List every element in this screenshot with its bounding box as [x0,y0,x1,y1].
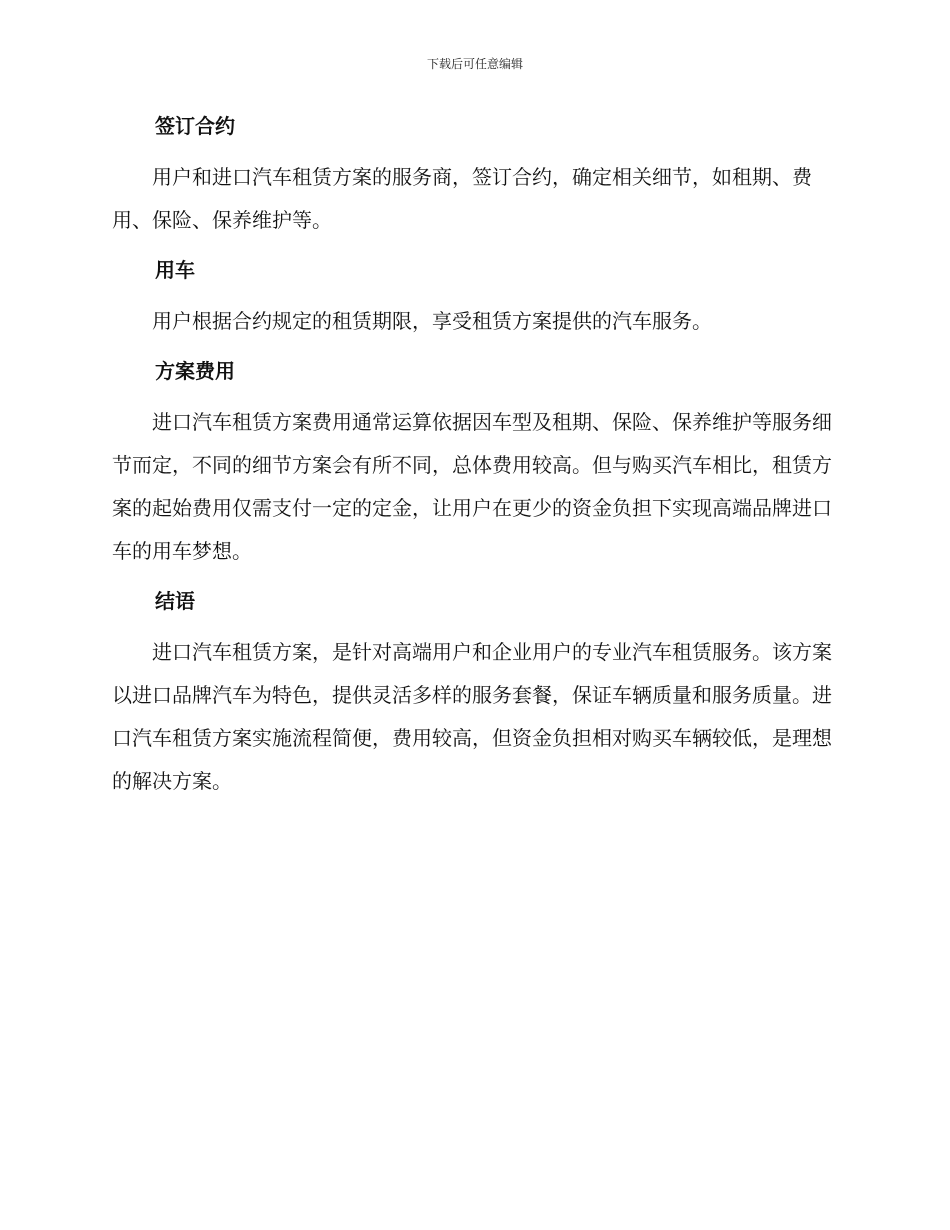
section-heading-plan-cost: 方案费用 [155,359,235,383]
section-heading-conclusion: 结语 [155,589,195,613]
section-heading-use-car: 用车 [155,258,195,282]
section-paragraph-use-car: 用户根据合约规定的租赁期限，享受租赁方案提供的汽车服务。 [152,309,712,333]
section-paragraph-plan-cost: 进口汽车租赁方案费用通常运算依据因车型及租期、保险、保养维护等服务细节而定，不同的细节方案会有所不同，总体费用较高。但与购买汽车相比，租赁方案的起始费用仅需支付一定的定金，让用户在更少的资金负担下实现高端品牌进口车的用车梦想。 [112,410,832,563]
document-content [112,108,832,803]
section-heading-sign-contract: 签订合约 [155,114,235,138]
section-paragraph-sign-contract: 用户和进口汽车租赁方案的服务商，签订合约，确定相关细节，如租期、费用、保险、保养维护等。 [112,165,812,232]
section-paragraph-conclusion: 进口汽车租赁方案，是针对高端用户和企业用户的专业汽车租赁服务。该方案以进口品牌汽车为特色，提供灵活多样的服务套餐，保证车辆质量和服务质量。进口汽车租赁方案实施流程简便，费用较高，但资金负担相对购买车辆较低，是理想的解决方案。 [112,640,832,793]
page-header: 下载后可任意编辑 [426,57,523,71]
